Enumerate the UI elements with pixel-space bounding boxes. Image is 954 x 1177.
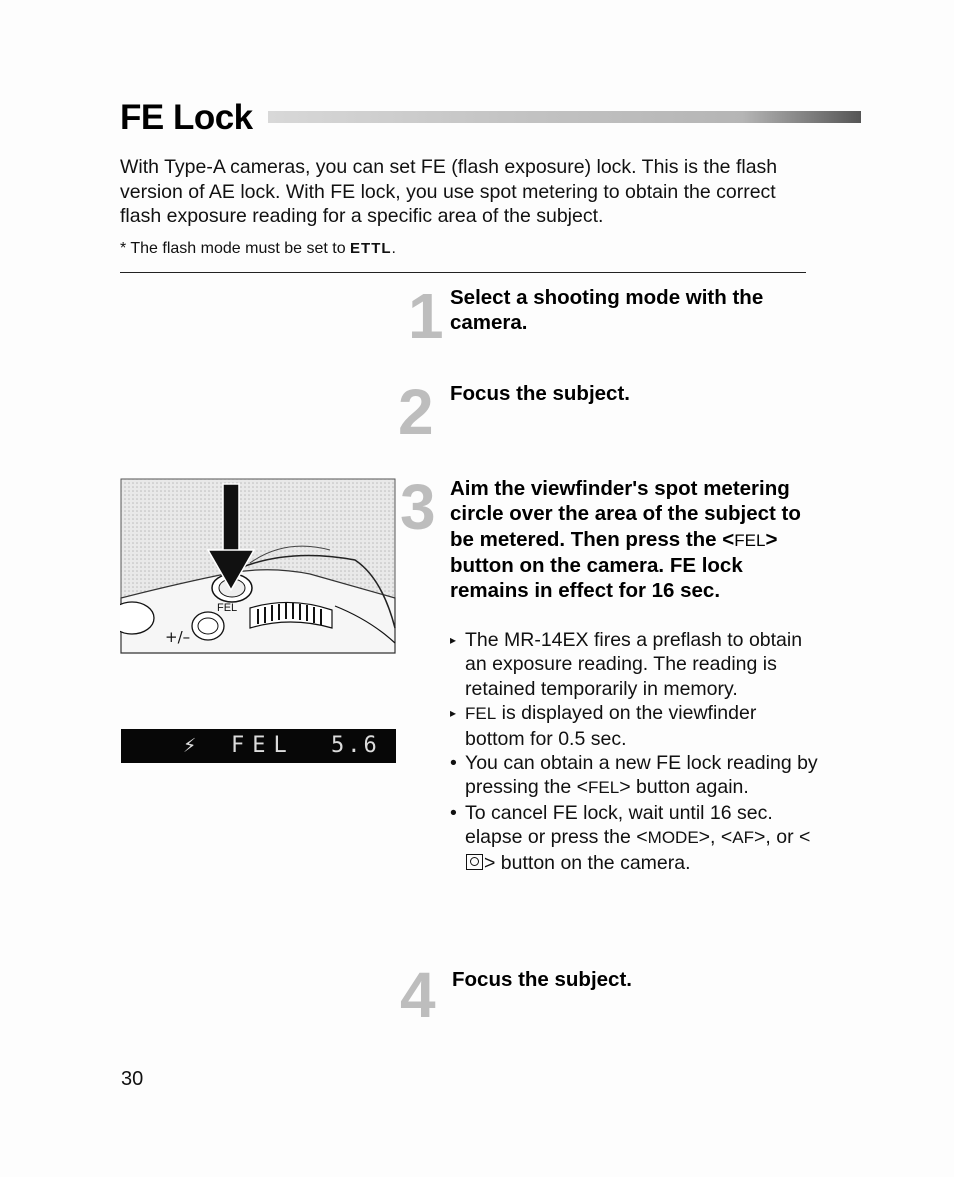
step-3-heading: [450, 476, 810, 603]
spot-metering-button-icon: [466, 854, 483, 870]
step-number-3: 3: [400, 471, 436, 543]
note-mode: ETTL: [350, 240, 392, 257]
bullet-item: [450, 628, 820, 701]
bullet-text: The MR-14EX fires a preflash to obtain an exposure reading. The reading is retained temporarily in memory.: [465, 629, 803, 700]
note-suffix: .: [391, 240, 396, 257]
viewfinder-fel: FEL: [231, 733, 295, 758]
bullet-text: > button again.: [619, 776, 749, 799]
bullet-code: FEL: [465, 704, 497, 724]
intro-paragraph: With Type-A cameras, you can set FE (flash exposure) lock. This is the flash version of AE lock. With FE lock, you use spot metering to obtain the correct flash exposure reading for a specific area of the subject.: [120, 156, 778, 227]
bullet-code: MODE: [647, 828, 699, 848]
step-3-heading-part2: > button on the camera. FE lock remains in effect for 16 sec.: [450, 527, 778, 603]
exposure-comp-label: +/–: [165, 628, 191, 646]
bullet-text: You can obtain a new FE lock reading by pressing the <: [465, 752, 818, 799]
page-number: 30: [121, 1068, 144, 1090]
camera-top-drawing: [120, 478, 396, 654]
viewfinder-aperture-value: 5.6: [331, 733, 380, 758]
step-1-heading: Select a shooting mode with the camera.: [450, 286, 764, 335]
bullet-marker: ▸: [450, 706, 457, 721]
bullet-text: >, or <: [754, 826, 811, 849]
flash-icon: ⚡: [183, 733, 197, 758]
step-number-4: 4: [400, 959, 436, 1031]
viewfinder-display: [121, 729, 396, 763]
step-number-2: 2: [398, 376, 434, 448]
bullet-marker: •: [450, 801, 457, 824]
bullet-item: [450, 701, 820, 751]
section-divider: [120, 272, 806, 273]
step-4-heading: Focus the subject.: [452, 968, 632, 991]
step-3-fel-code: FEL: [734, 530, 766, 550]
bullet-text: is displayed on the viewfinder bottom for 0.5 sec.: [465, 702, 757, 750]
fel-label: FEL: [217, 602, 238, 614]
title-rule-bar: [268, 111, 861, 123]
step-2-heading: Focus the subject.: [450, 382, 630, 405]
flash-mode-note: [120, 240, 396, 258]
note-prefix: * The flash mode must be set to: [120, 240, 351, 257]
bullet-marker: ▸: [450, 633, 457, 647]
bullet-text: >, <: [698, 826, 733, 849]
exposure-comp-button-shape: [192, 612, 224, 640]
step-3-bullets: [450, 628, 820, 875]
viewfinder-readout: [121, 729, 396, 763]
bullet-marker: •: [450, 752, 457, 775]
step-3-heading-part1: Aim the viewfinder's spot metering circle over the area of the subject to be metered. Then press the <: [450, 477, 801, 551]
bullet-code: AF: [732, 828, 755, 848]
bullet-item: [450, 751, 820, 801]
bullet-text: To cancel FE lock, wait until 16 sec. elapse or press the <: [465, 801, 773, 849]
bullet-text: > button on the camera.: [484, 851, 691, 874]
bullet-item: [450, 801, 820, 875]
page-title: FE Lock: [120, 98, 253, 137]
step-number-1: 1: [408, 280, 444, 352]
camera-fel-button-illustration: [120, 478, 396, 654]
bullet-code: FEL: [588, 778, 620, 798]
